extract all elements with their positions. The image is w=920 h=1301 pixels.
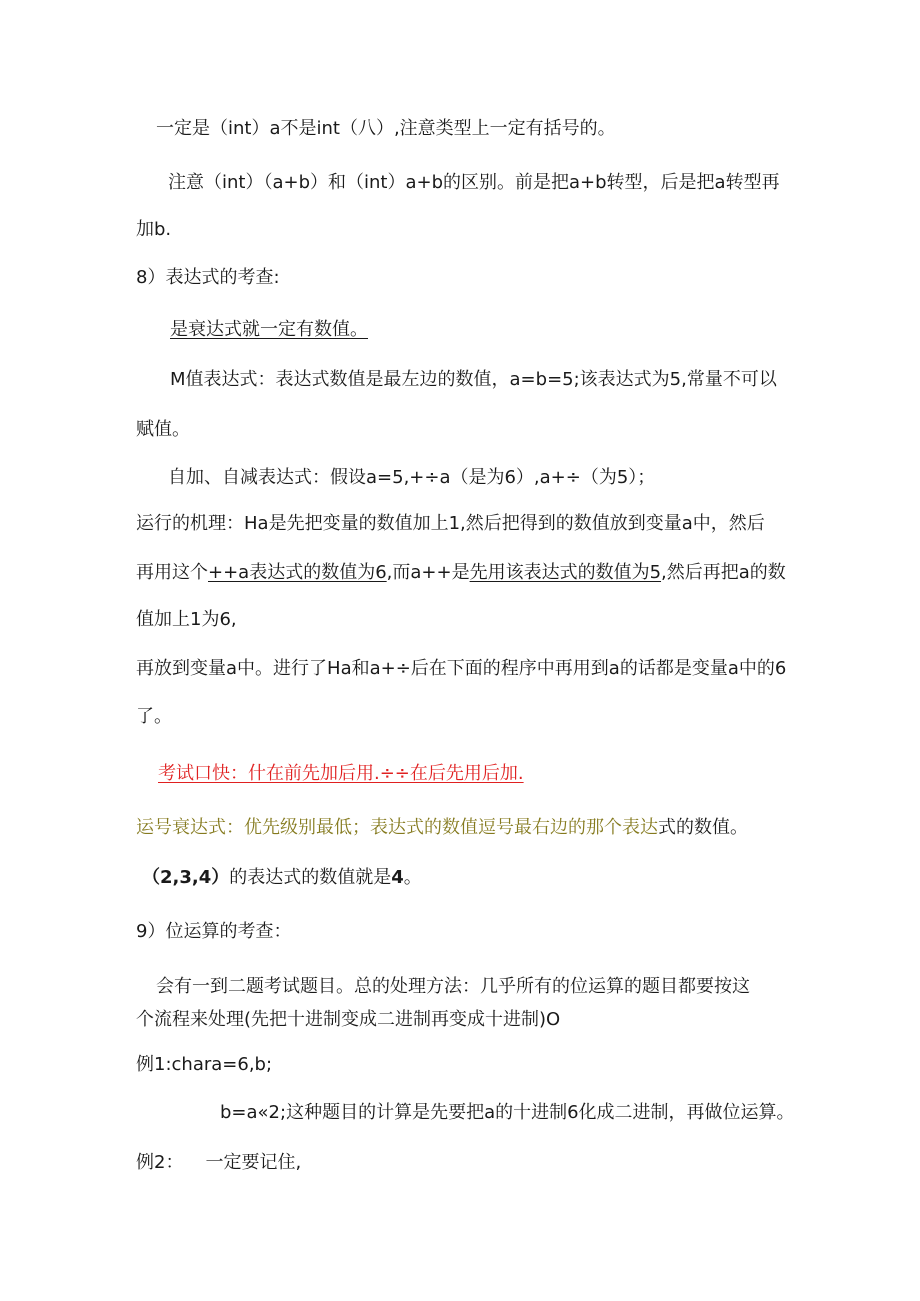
- paragraph-comma-example: [142, 866, 422, 890]
- exam-mnemonic: 考试口快：什在前先加后用.÷÷在后先用后加.: [158, 763, 524, 784]
- section-heading-bitwise: 9）位运算的考查：: [136, 921, 292, 942]
- text-segment: 的表达式的数值就是: [229, 867, 392, 888]
- text-segment: ,而a++是: [386, 562, 470, 583]
- example-1-declaration: 例1:chara=6,b;: [136, 1054, 273, 1075]
- paragraph-comma-expression: [136, 816, 748, 840]
- paragraph-int-cast-difference: 注意（int）（a+b）和（int）a+b的区别。前是把a+b转型，后是把a转型再: [168, 172, 780, 193]
- paragraph-continuation-add-b: 加b.: [136, 219, 172, 240]
- underlined-expression-has-value: 是衰达式就一定有数值。: [170, 319, 368, 340]
- paragraph-bitwise-method: 会有一到二题考试题目。总的处理方法：几乎所有的位运算的题目都要按这: [156, 976, 750, 997]
- text-segment: 。: [403, 867, 422, 888]
- text-segment: ,然后再把a的数: [661, 562, 786, 583]
- paragraph-mechanism-store: 再放到变量a中。进行了Ha和a+÷后在下面的程序中再用到a的话都是变量a中的6: [136, 658, 787, 679]
- highlighted-comma-expression: 运号衰达式：优先级别最低；表达式的数值逗号最右边的那个表达: [136, 817, 658, 838]
- paragraph-assignment-expression: M值表达式：表达式数值是最左边的数值，a=b=5;该表达式为5,常量不可以: [170, 369, 777, 390]
- underlined-post-increment-value: 先用该表达式的数值为5: [469, 562, 662, 583]
- bold-tuple: （2,3,4）: [142, 867, 230, 888]
- bold-result-value: 4: [391, 867, 404, 888]
- paragraph-mechanism: 运行的机理：Ha是先把变量的数值加上1,然后把得到的数值放到变量a中，然后: [136, 513, 765, 534]
- text-segment: 式的数值。: [658, 817, 748, 838]
- example-2: [136, 1151, 301, 1175]
- text-segment: 再用这个: [136, 562, 208, 583]
- underlined-pre-increment-value: ++a表达式的数值为6: [208, 562, 387, 583]
- paragraph-increment-expression: 自加、自减表达式：假设a=5,+÷a（是为6）,a+÷（为5）；: [168, 467, 656, 488]
- paragraph-continuation-assign: 赋值。: [136, 419, 190, 440]
- example-2-label: 例2：: [136, 1152, 184, 1173]
- example-1-explanation: b=a«2;这种题目的计算是先要把a的十进制6化成二进制，再做位运算。: [220, 1102, 795, 1123]
- paragraph-mechanism-value: 值加上1为6,: [136, 609, 237, 630]
- paragraph-mechanism-continued: [136, 561, 786, 585]
- paragraph-int-cast: 一定是（int）a不是int（八）,注意类型上一定有括号的。: [156, 118, 616, 139]
- example-2-text: 一定要记住,: [205, 1152, 302, 1173]
- paragraph-bitwise-method-continued: 个流程来处理(先把十进制变成二进制再变成十进制)O: [136, 1009, 561, 1030]
- paragraph-mechanism-end: 了。: [136, 706, 172, 727]
- section-heading-expression: 8）表达式的考查:: [136, 267, 280, 288]
